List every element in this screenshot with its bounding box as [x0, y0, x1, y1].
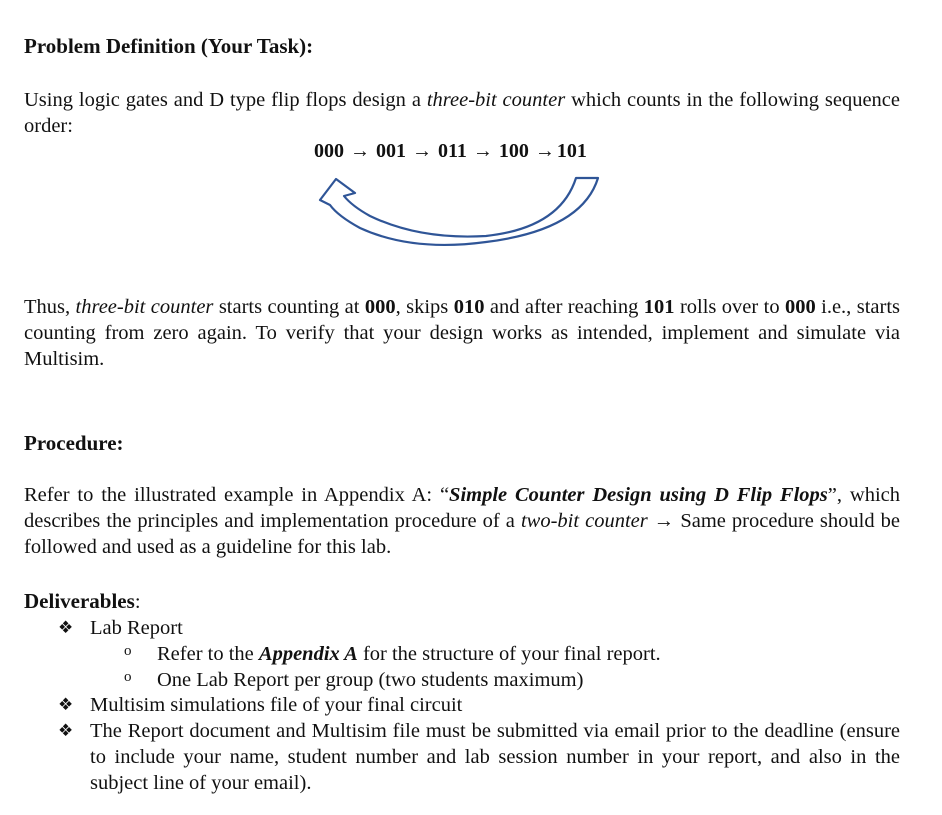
arrow-icon: →: [350, 140, 370, 162]
deliverable-submission: The Report document and Multisim file must be submitted via email prior to the deadline (ensure to include your name, student number and lab session number in your report, and also in the subject line of your email).: [90, 720, 900, 794]
problem-heading: Problem Definition (Your Task):: [24, 34, 314, 58]
state-001: 001: [376, 140, 406, 162]
state-011: 011: [438, 140, 467, 162]
sub-item-appendix: Refer to the Appendix A for the structure of your final report.: [157, 643, 661, 665]
deliverable-lab-report: Lab Report: [90, 617, 183, 639]
arrow-icon: →: [534, 140, 555, 162]
arrow-icon: →: [653, 510, 675, 532]
diamond-bullet-icon: ❖: [58, 695, 74, 714]
state-000: 000: [314, 140, 344, 162]
procedure-paragraph: Refer to the illustrated example in Appendix A: “Simple Counter Design using D Flip Flops”, which describes the principles and implementation procedure of a two-bit counter → Same procedure should be followed and used as a guideline for this lab.: [24, 484, 900, 558]
sub-item-group: One Lab Report per group (two students maximum): [157, 669, 584, 691]
procedure-heading: Procedure:: [24, 431, 124, 455]
circle-bullet-icon: o: [124, 643, 132, 659]
arrow-icon: →: [412, 140, 432, 162]
diamond-bullet-icon: ❖: [58, 618, 74, 637]
thus-paragraph: Thus, three-bit counter starts counting at 000, skips 010 and after reaching 101 rolls over to 000 i.e., starts counting from zero again. To verify that your design works as intended, implement and simulate via Multisim.: [24, 296, 900, 370]
circle-bullet-icon: o: [124, 669, 132, 685]
three-bit-counter-term: three-bit counter: [426, 89, 566, 111]
diamond-bullet-icon: ❖: [58, 721, 74, 740]
arrow-icon: →: [472, 140, 493, 162]
appendix-title: Simple Counter Design using D Flip Flops: [449, 484, 828, 506]
deliverables-heading: Deliverables:: [24, 589, 141, 613]
state-101: 101: [556, 140, 587, 162]
problem-paragraph: Using logic gates and D type flip flops design a three-bit counter which counts in the following sequence order:: [24, 89, 900, 137]
state-100: 100: [498, 140, 529, 162]
deliverable-multisim-file: Multisim simulations file of your final circuit: [90, 694, 463, 716]
count-sequence: [314, 140, 587, 163]
